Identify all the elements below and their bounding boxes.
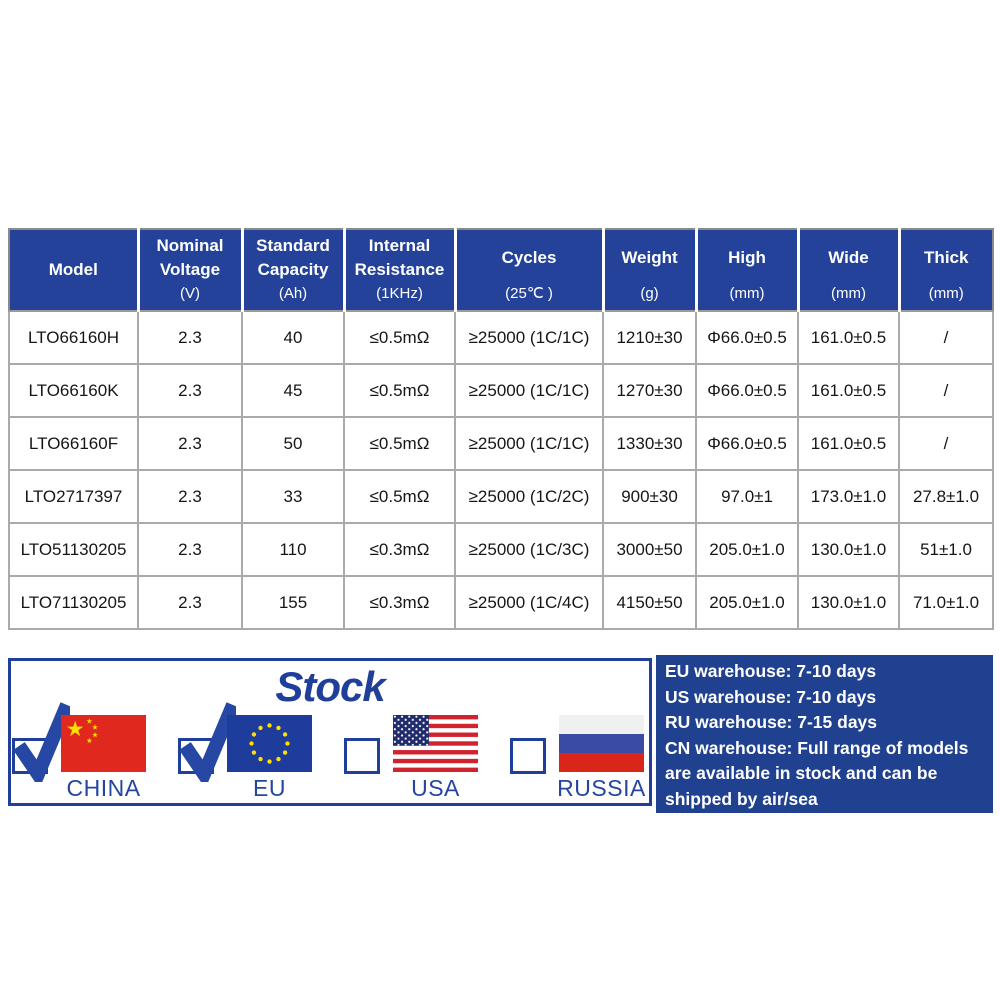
table-cell: ≥25000 (1C/4C) bbox=[455, 576, 603, 629]
table-cell: 40 bbox=[242, 311, 344, 364]
warehouse-line-us: US warehouse: 7-10 days bbox=[665, 686, 877, 707]
table-cell: 161.0±0.5 bbox=[798, 311, 899, 364]
table-cell: 110 bbox=[242, 523, 344, 576]
table-row bbox=[9, 417, 993, 470]
table-cell: ≤0.3mΩ bbox=[344, 523, 455, 576]
table-cell: 2.3 bbox=[138, 417, 242, 470]
table-cell: LTO71130205 bbox=[9, 576, 138, 629]
table-cell: 51±1.0 bbox=[899, 523, 993, 576]
usa-label: USA bbox=[411, 775, 460, 801]
table-cell: LTO66160F bbox=[9, 417, 138, 470]
table-cell: / bbox=[899, 417, 993, 470]
table-row bbox=[9, 523, 993, 576]
table-cell: 161.0±0.5 bbox=[798, 364, 899, 417]
table-cell: Φ66.0±0.5 bbox=[696, 417, 798, 470]
stock-item-russia bbox=[510, 715, 644, 801]
column-header-cycles: Cycles (25℃ ) bbox=[455, 229, 603, 311]
table-cell: LTO66160K bbox=[9, 364, 138, 417]
usa-checkbox[interactable] bbox=[344, 738, 380, 774]
table-cell: 205.0±1.0 bbox=[696, 523, 798, 576]
table-cell: ≥25000 (1C/1C) bbox=[455, 417, 603, 470]
stock-item-eu bbox=[178, 715, 312, 801]
column-header-high: High (mm) bbox=[696, 229, 798, 311]
table-cell: 50 bbox=[242, 417, 344, 470]
eu-label: EU bbox=[253, 775, 286, 801]
stock-items bbox=[12, 715, 644, 801]
china-label: CHINA bbox=[66, 775, 141, 801]
table-cell: ≤0.3mΩ bbox=[344, 576, 455, 629]
table-cell: 2.3 bbox=[138, 311, 242, 364]
table-cell: ≤0.5mΩ bbox=[344, 417, 455, 470]
table-cell: 27.8±1.0 bbox=[899, 470, 993, 523]
table-cell: 33 bbox=[242, 470, 344, 523]
table-cell: ≤0.5mΩ bbox=[344, 364, 455, 417]
table-cell: Φ66.0±0.5 bbox=[696, 364, 798, 417]
column-header-nominal-voltage: Nominal Voltage (V) bbox=[138, 229, 242, 311]
table-cell: ≥25000 (1C/1C) bbox=[455, 311, 603, 364]
column-header-model: Model bbox=[9, 229, 138, 311]
table-cell: LTO66160H bbox=[9, 311, 138, 364]
column-header-standard-capacity: Standard Capacity (Ah) bbox=[242, 229, 344, 311]
table-row bbox=[9, 470, 993, 523]
header-row bbox=[9, 229, 993, 311]
table-cell: 130.0±1.0 bbox=[798, 576, 899, 629]
table-cell: ≤0.5mΩ bbox=[344, 311, 455, 364]
table-cell: 4150±50 bbox=[603, 576, 696, 629]
table-cell: / bbox=[899, 364, 993, 417]
table-cell: 900±30 bbox=[603, 470, 696, 523]
column-header-wide: Wide (mm) bbox=[798, 229, 899, 311]
warehouse-line-ru: RU warehouse: 7-15 days bbox=[665, 712, 878, 732]
table-row bbox=[9, 311, 993, 364]
table-cell: ≥25000 (1C/2C) bbox=[455, 470, 603, 523]
table-cell: ≤0.5mΩ bbox=[344, 470, 455, 523]
stock-item-china bbox=[12, 715, 146, 801]
table-cell: 1210±30 bbox=[603, 311, 696, 364]
russia-flag-icon bbox=[559, 715, 644, 772]
table-cell: 2.3 bbox=[138, 576, 242, 629]
table-cell: 1270±30 bbox=[603, 364, 696, 417]
russia-label: RUSSIA bbox=[557, 775, 646, 801]
eu-flag-icon bbox=[227, 715, 312, 772]
table-cell: 205.0±1.0 bbox=[696, 576, 798, 629]
warehouse-info-panel bbox=[656, 655, 993, 813]
table-row bbox=[9, 364, 993, 417]
table-row bbox=[9, 576, 993, 629]
table-cell: / bbox=[899, 311, 993, 364]
table-cell: Φ66.0±0.5 bbox=[696, 311, 798, 364]
table-cell: 3000±50 bbox=[603, 523, 696, 576]
table-cell: 97.0±1 bbox=[696, 470, 798, 523]
table-cell: 173.0±1.0 bbox=[798, 470, 899, 523]
stock-title: Stock bbox=[275, 663, 385, 710]
table-cell: ≥25000 (1C/1C) bbox=[455, 364, 603, 417]
table-cell: ≥25000 (1C/3C) bbox=[455, 523, 603, 576]
table-cell: 2.3 bbox=[138, 470, 242, 523]
stock-box bbox=[8, 658, 652, 806]
table-cell: 155 bbox=[242, 576, 344, 629]
column-header-thick: Thick (mm) bbox=[899, 229, 993, 311]
table-cell: 130.0±1.0 bbox=[798, 523, 899, 576]
warehouse-line-eu: EU warehouse: 7-10 days bbox=[665, 661, 877, 681]
russia-checkbox[interactable] bbox=[510, 738, 546, 774]
table-cell: 161.0±0.5 bbox=[798, 417, 899, 470]
warehouse-line-cn: CN warehouse: Full range of models are available in stock and can be shipped by air/sea bbox=[665, 737, 969, 809]
table-cell: 2.3 bbox=[138, 364, 242, 417]
table-cell: 2.3 bbox=[138, 523, 242, 576]
spec-table bbox=[8, 228, 994, 630]
column-header-internal-resistance: Internal Resistance (1KHz) bbox=[344, 229, 455, 311]
table-cell: LTO51130205 bbox=[9, 523, 138, 576]
table-cell: 1330±30 bbox=[603, 417, 696, 470]
table-cell: 71.0±1.0 bbox=[899, 576, 993, 629]
table-cell: LTO2717397 bbox=[9, 470, 138, 523]
table-cell: 45 bbox=[242, 364, 344, 417]
column-header-weight: Weight (g) bbox=[603, 229, 696, 311]
china-flag-icon bbox=[61, 715, 146, 772]
stock-item-usa bbox=[344, 715, 478, 801]
usa-flag-icon bbox=[393, 715, 478, 772]
